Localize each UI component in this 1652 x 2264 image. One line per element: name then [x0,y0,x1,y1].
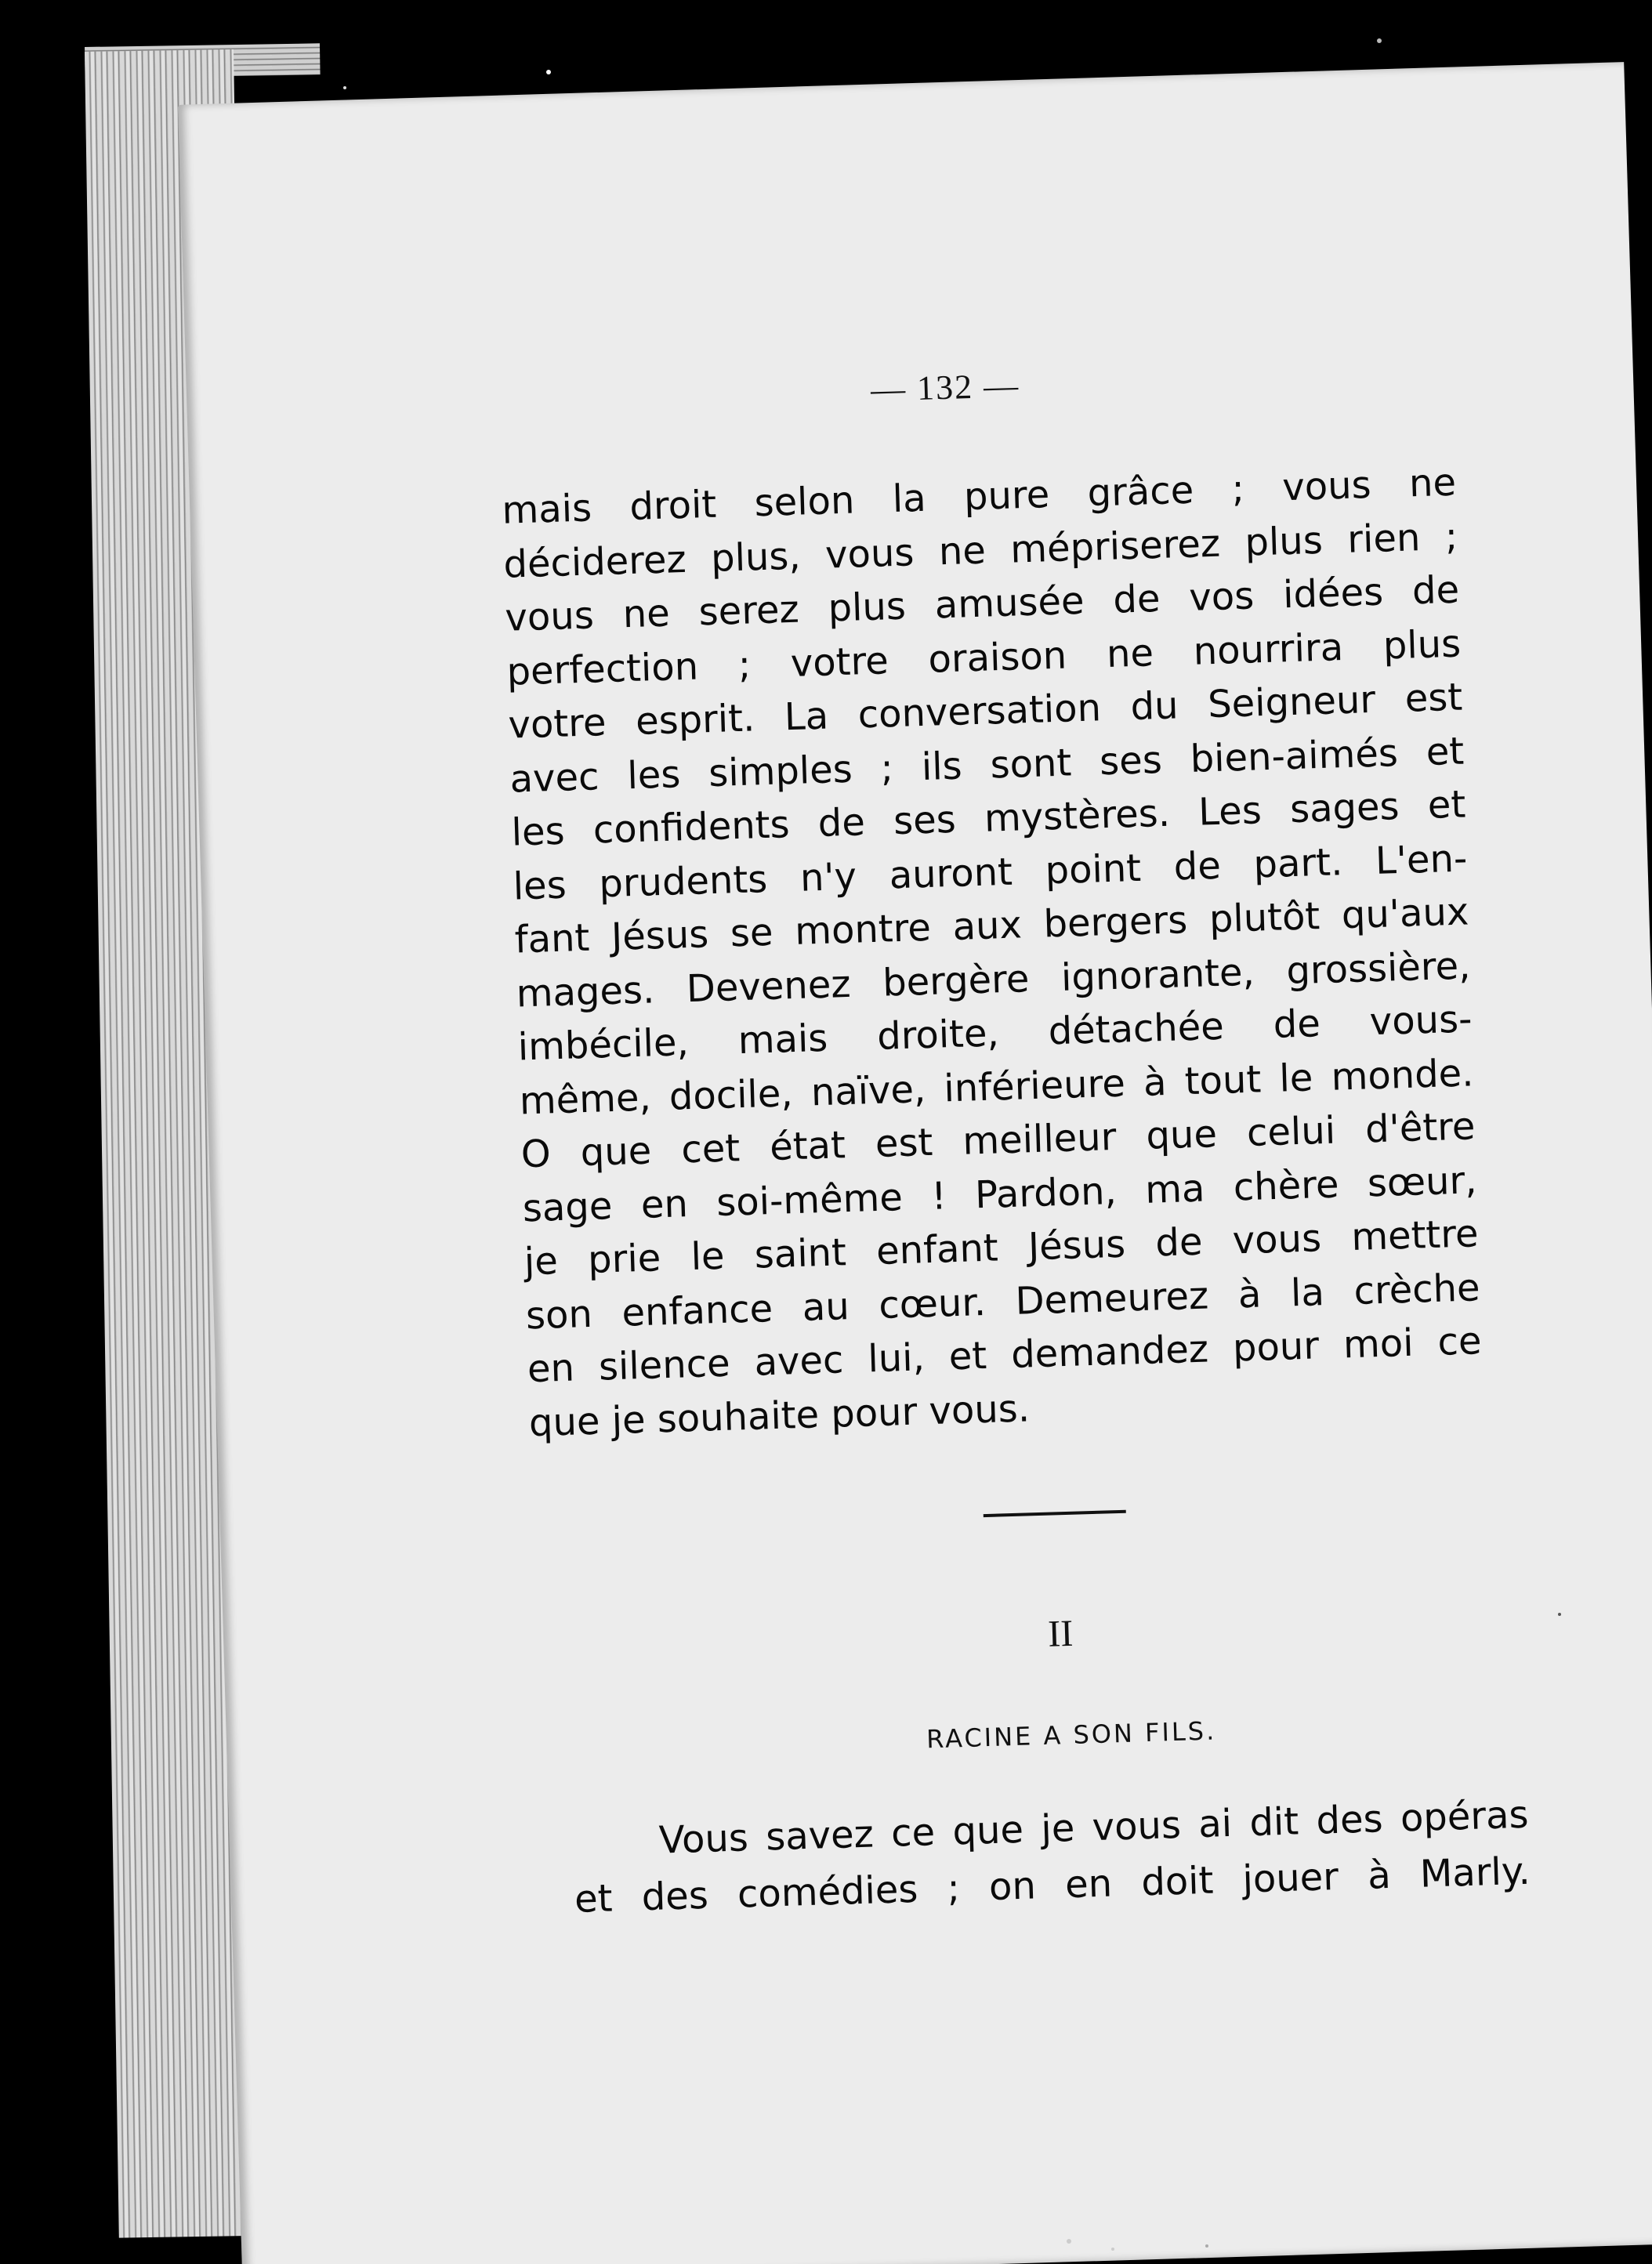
text-line: O que cet état est meilleur que celui d'être [520,1104,1476,1177]
text-line: et des comédies ; on en doit jouer à Marly. [574,1849,1531,1922]
text-line: je prie le saint enfant Jésus de vous mettre [523,1212,1480,1284]
text-line: les prudents n'y auront point de part. L'en- [512,835,1469,909]
body-text [501,456,1484,1451]
text-line: mais droit selon la pure grâce ; vous ne [501,460,1457,533]
text-line: votre esprit. La conversation du Seigneur est [507,675,1463,748]
text-line: les confidents de ses mystères. Les sages et [510,782,1466,855]
text-line: vous ne serez plus amusée de vos idées de [504,567,1460,640]
text-line: fant Jésus se montre aux bergers plutôt qu'aux [513,889,1470,962]
text-line: que je souhaite pour vous. [528,1386,1031,1445]
text-line: perfection ; votre oraison ne nourrira plus [505,621,1462,694]
text-line: en silence avec lui, et demandez pour moi ce [527,1319,1483,1392]
section-heading: RACINE A SON FILS. [926,1715,1217,1755]
text-line: déciderez plus, vous ne mépriserez plus rien ; [502,514,1458,587]
text-line: Vous savez ce que je vous ai dit des opéras [658,1792,1530,1863]
text-line: sage en soi-même ! Pardon, ma chère sœur, [522,1157,1478,1230]
text-line: imbécile, mais droite, détachée de vous- [516,997,1473,1070]
text-line: mages. Devenez bergère ignorante, grossière, [515,943,1472,1016]
text-line: même, docile, naïve, inférieure à tout le monde. [519,1050,1475,1123]
text-line: son enfance au cœur. Demeurez à la crèche [525,1265,1481,1338]
text-line: avec les simples ; ils sont ses bien-aimés et [509,729,1465,802]
section-number: II [1047,1612,1074,1655]
page-number: — 132 — [870,366,1020,409]
